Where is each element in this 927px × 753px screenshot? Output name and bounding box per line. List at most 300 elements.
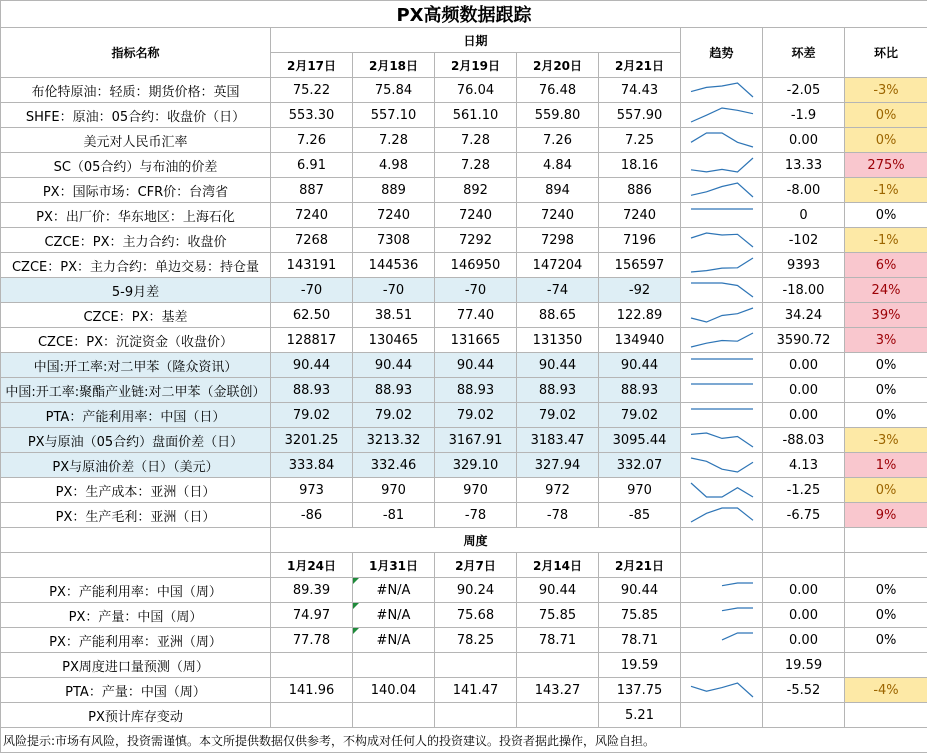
daily-value-cell: 79.02 xyxy=(353,403,435,428)
change-value: 0.00 xyxy=(763,603,845,628)
change-pct-value: -3% xyxy=(845,78,927,103)
change-value: -5.52 xyxy=(763,678,845,703)
daily-value-cell: 88.93 xyxy=(517,378,599,403)
change-pct-value: 0% xyxy=(845,203,927,228)
trend-sparkline-cell xyxy=(681,403,763,428)
change-value: 0.00 xyxy=(763,578,845,603)
trend-sparkline-cell xyxy=(681,628,763,653)
indicator-name: PX与原油价差（日）（美元） xyxy=(1,453,271,478)
trend-header: 趋势 xyxy=(681,28,763,78)
weekly-value: 89.39 xyxy=(293,583,330,598)
indicator-name: PX：产量：中国（周） xyxy=(1,603,271,628)
sparkline-path xyxy=(722,608,753,611)
trend-sparkline xyxy=(689,681,755,699)
risk-disclaimer: 风险提示:市场有风险，投资需谨慎。本文所提供数据仅供参考，不构成对任何人的投资建议。投资者据此操作，风险自担。 xyxy=(1,728,927,753)
table-row xyxy=(1,628,927,653)
table-row xyxy=(1,403,927,428)
daily-value-cell: 79.02 xyxy=(599,403,681,428)
daily-value-cell: -70 xyxy=(435,278,517,303)
daily-value-cell: 970 xyxy=(599,478,681,503)
indicator-name: CZCE：PX：沉淀资金（收盘价） xyxy=(1,328,271,353)
daily-value-cell: 327.94 xyxy=(517,453,599,478)
trend-sparkline-cell xyxy=(681,453,763,478)
trend-sparkline-cell xyxy=(681,578,763,603)
daily-value-cell: 75.22 xyxy=(271,78,353,103)
daily-value-cell: -70 xyxy=(271,278,353,303)
daily-value-cell: 134940 xyxy=(599,328,681,353)
weekly-value-cell xyxy=(435,703,517,728)
weekly-group-row xyxy=(1,528,927,553)
sparkline-path xyxy=(691,233,753,247)
daily-value-cell: 7298 xyxy=(517,228,599,253)
indicator-name: SHFE：原油：05合约：收盘价（日） xyxy=(1,103,271,128)
weekly-value: 75.85 xyxy=(539,608,576,623)
table-row xyxy=(1,453,927,478)
weekly-value-cell xyxy=(517,628,599,653)
table-row xyxy=(1,203,927,228)
daily-value-cell: 79.02 xyxy=(435,403,517,428)
change-pct-value: 9% xyxy=(845,503,927,528)
weekly-value: 77.78 xyxy=(293,633,330,648)
indicator-name: 中国:开工率:聚酯产业链:对二甲苯（金联创） xyxy=(1,378,271,403)
change-value: 3590.72 xyxy=(763,328,845,353)
weekly-value: 74.97 xyxy=(293,608,330,623)
daily-date-header: 2月21日 xyxy=(599,53,681,78)
indicator-name: PTA：产能利用率：中国（日） xyxy=(1,403,271,428)
trend-sparkline xyxy=(689,106,755,124)
daily-value-cell: 7240 xyxy=(435,203,517,228)
daily-value-cell: 144536 xyxy=(353,253,435,278)
table-row xyxy=(1,228,927,253)
error-indicator-icon xyxy=(353,628,359,634)
table-row xyxy=(1,378,927,403)
trend-sparkline xyxy=(689,131,755,149)
daily-date-group-header: 日期 xyxy=(271,28,681,53)
daily-value-cell: -92 xyxy=(599,278,681,303)
change-pct-value: 0% xyxy=(845,103,927,128)
trend-sparkline-cell xyxy=(681,303,763,328)
trend-sparkline-cell xyxy=(681,253,763,278)
daily-value-cell: 18.16 xyxy=(599,153,681,178)
sparkline-path xyxy=(722,633,753,640)
daily-value-cell: 7268 xyxy=(271,228,353,253)
table-row xyxy=(1,103,927,128)
trend-sparkline xyxy=(689,606,755,624)
change-pct-value xyxy=(845,653,927,678)
weekly-value-cell xyxy=(517,703,599,728)
daily-value-cell: -78 xyxy=(435,503,517,528)
daily-value-cell: -85 xyxy=(599,503,681,528)
daily-value-cell: 7.26 xyxy=(271,128,353,153)
daily-value-cell: 7240 xyxy=(517,203,599,228)
change-value: 0.00 xyxy=(763,628,845,653)
trend-sparkline-cell xyxy=(681,428,763,453)
daily-value-cell: 557.90 xyxy=(599,103,681,128)
weekly-value-cell xyxy=(435,678,517,703)
daily-value-cell: 892 xyxy=(435,178,517,203)
daily-value-cell: 75.84 xyxy=(353,78,435,103)
daily-value-cell: 329.10 xyxy=(435,453,517,478)
trend-sparkline-cell xyxy=(681,228,763,253)
trend-sparkline xyxy=(689,581,755,599)
weekly-value-cell xyxy=(599,628,681,653)
weekly-value-cell xyxy=(599,678,681,703)
blank-cell xyxy=(845,528,927,553)
daily-value-cell: -74 xyxy=(517,278,599,303)
change-value: 13.33 xyxy=(763,153,845,178)
indicator-name: SC（05合约）与布油的价差 xyxy=(1,153,271,178)
sparkline-path xyxy=(691,458,753,472)
trend-sparkline xyxy=(689,281,755,299)
change-pct-value: -4% xyxy=(845,678,927,703)
change-value: 0.00 xyxy=(763,403,845,428)
daily-value-cell: -78 xyxy=(517,503,599,528)
sparkline-path xyxy=(691,683,753,697)
change-pct-value: -3% xyxy=(845,428,927,453)
daily-value-cell: 76.48 xyxy=(517,78,599,103)
daily-value-cell: 970 xyxy=(435,478,517,503)
daily-value-cell: 77.40 xyxy=(435,303,517,328)
indicator-name: PX与原油（05合约）盘面价差（日） xyxy=(1,428,271,453)
change-value: -88.03 xyxy=(763,428,845,453)
daily-value-cell: 7196 xyxy=(599,228,681,253)
change-value: 19.59 xyxy=(763,653,845,678)
change-value: -102 xyxy=(763,228,845,253)
daily-value-cell: 88.93 xyxy=(271,378,353,403)
weekly-value-cell xyxy=(353,578,435,603)
change-pct-value: 0% xyxy=(845,403,927,428)
daily-value-cell: 7292 xyxy=(435,228,517,253)
blank-cell xyxy=(1,553,271,578)
blank-cell xyxy=(845,553,927,578)
weekly-value-cell xyxy=(517,603,599,628)
change-pct-value: 39% xyxy=(845,303,927,328)
weekly-date-row xyxy=(1,553,927,578)
weekly-value-cell xyxy=(517,578,599,603)
change-value: 9393 xyxy=(763,253,845,278)
weekly-value-cell xyxy=(435,578,517,603)
daily-date-header: 2月18日 xyxy=(353,53,435,78)
sparkline-path xyxy=(722,583,753,586)
trend-sparkline xyxy=(689,406,755,424)
table-row xyxy=(1,253,927,278)
change-value: 0.00 xyxy=(763,128,845,153)
table-row xyxy=(1,478,927,503)
weekly-value-cell xyxy=(271,603,353,628)
daily-value-cell: 7.25 xyxy=(599,128,681,153)
table-row xyxy=(1,303,927,328)
sparkline-path xyxy=(691,83,753,97)
daily-value-cell: 128817 xyxy=(271,328,353,353)
daily-value-cell: 7240 xyxy=(599,203,681,228)
daily-value-cell: 122.89 xyxy=(599,303,681,328)
indicator-name: PX预计库存变动 xyxy=(1,703,271,728)
change-value: -1.9 xyxy=(763,103,845,128)
daily-value-cell: 146950 xyxy=(435,253,517,278)
change-pct-value: 0% xyxy=(845,603,927,628)
indicator-name: PX周度进口量预测（周） xyxy=(1,653,271,678)
indicator-name: CZCE：PX：主力合约：收盘价 xyxy=(1,228,271,253)
daily-value-cell: 38.51 xyxy=(353,303,435,328)
change-value: -1.25 xyxy=(763,478,845,503)
daily-value-cell: 7.28 xyxy=(435,128,517,153)
weekly-value: 90.44 xyxy=(539,583,576,598)
trend-sparkline xyxy=(689,631,755,649)
daily-value-cell: 62.50 xyxy=(271,303,353,328)
daily-value-cell: 970 xyxy=(353,478,435,503)
trend-sparkline xyxy=(689,456,755,474)
daily-value-cell: -81 xyxy=(353,503,435,528)
weekly-date-header: 2月21日 xyxy=(599,553,681,578)
weekly-value: 78.25 xyxy=(457,633,494,648)
table-row xyxy=(1,128,927,153)
daily-value-cell: 3183.47 xyxy=(517,428,599,453)
daily-value-cell: 7308 xyxy=(353,228,435,253)
indicator-name: 中国:开工率:对二甲苯（隆众资讯） xyxy=(1,353,271,378)
change-pct-value: 0% xyxy=(845,628,927,653)
daily-value-cell: 972 xyxy=(517,478,599,503)
daily-value-cell: 90.44 xyxy=(353,353,435,378)
trend-sparkline xyxy=(689,306,755,324)
blank-cell xyxy=(681,528,763,553)
daily-value-cell: 76.04 xyxy=(435,78,517,103)
daily-date-header: 2月19日 xyxy=(435,53,517,78)
weekly-value: 137.75 xyxy=(617,683,663,698)
weekly-value: 140.04 xyxy=(371,683,417,698)
change-pct-value: 0% xyxy=(845,578,927,603)
daily-value-cell: 7.28 xyxy=(353,128,435,153)
weekly-value: #N/A xyxy=(377,583,411,598)
daily-value-cell: 3213.32 xyxy=(353,428,435,453)
weekly-value: 75.85 xyxy=(621,608,658,623)
weekly-value-cell xyxy=(353,678,435,703)
daily-value-cell: 7240 xyxy=(271,203,353,228)
trend-sparkline-cell xyxy=(681,503,763,528)
daily-value-cell: 3095.44 xyxy=(599,428,681,453)
table-row xyxy=(1,653,927,678)
trend-sparkline xyxy=(689,431,755,449)
daily-value-cell: 332.46 xyxy=(353,453,435,478)
change-value xyxy=(763,703,845,728)
table-row xyxy=(1,178,927,203)
daily-value-cell: 90.44 xyxy=(517,353,599,378)
table-row xyxy=(1,428,927,453)
change-pct-value: 3% xyxy=(845,328,927,353)
daily-value-cell: 3167.91 xyxy=(435,428,517,453)
table-row xyxy=(1,603,927,628)
change-header: 环差 xyxy=(763,28,845,78)
weekly-date-header: 2月7日 xyxy=(435,553,517,578)
weekly-date-header: 1月24日 xyxy=(271,553,353,578)
weekly-value: #N/A xyxy=(377,608,411,623)
daily-value-cell: 88.93 xyxy=(435,378,517,403)
change-value: -8.00 xyxy=(763,178,845,203)
indicator-name: PX：产能利用率：中国（周） xyxy=(1,578,271,603)
trend-sparkline-cell xyxy=(681,478,763,503)
sparkline-path xyxy=(691,133,753,147)
trend-sparkline-cell xyxy=(681,353,763,378)
trend-sparkline-cell xyxy=(681,603,763,628)
daily-value-cell: 131350 xyxy=(517,328,599,353)
trend-sparkline xyxy=(689,506,755,524)
sparkline-path xyxy=(691,183,753,197)
table-row xyxy=(1,328,927,353)
weekly-value-cell xyxy=(599,653,681,678)
trend-sparkline-cell xyxy=(681,278,763,303)
trend-sparkline-cell xyxy=(681,653,763,678)
daily-value-cell: 7240 xyxy=(353,203,435,228)
daily-value-cell: 4.84 xyxy=(517,153,599,178)
change-value: 0 xyxy=(763,203,845,228)
footer-row xyxy=(1,728,927,753)
weekly-value: 90.44 xyxy=(621,583,658,598)
daily-value-cell: 561.10 xyxy=(435,103,517,128)
sparkline-path xyxy=(691,483,753,497)
weekly-value: #N/A xyxy=(377,633,411,648)
error-indicator-icon xyxy=(353,578,359,584)
weekly-value-cell xyxy=(271,578,353,603)
weekly-value-cell xyxy=(271,628,353,653)
weekly-value-cell xyxy=(271,653,353,678)
trend-sparkline-cell xyxy=(681,703,763,728)
indicator-name: 美元对人民币汇率 xyxy=(1,128,271,153)
change-pct-value: 0% xyxy=(845,128,927,153)
change-pct-value: -1% xyxy=(845,178,927,203)
change-pct-value: 275% xyxy=(845,153,927,178)
indicator-name: PX：生产毛利：亚洲（日） xyxy=(1,503,271,528)
daily-value-cell: 130465 xyxy=(353,328,435,353)
trend-sparkline xyxy=(689,231,755,249)
daily-value-cell: 90.44 xyxy=(599,353,681,378)
weekly-value-cell xyxy=(271,703,353,728)
daily-value-cell: 332.07 xyxy=(599,453,681,478)
change-value: 34.24 xyxy=(763,303,845,328)
change-pct-value: 0% xyxy=(845,353,927,378)
weekly-value-cell xyxy=(599,703,681,728)
daily-value-cell: 88.93 xyxy=(353,378,435,403)
daily-value-cell: 557.10 xyxy=(353,103,435,128)
indicator-name: CZCE：PX：主力合约：单边交易：持仓量 xyxy=(1,253,271,278)
sparkline-path xyxy=(691,283,753,297)
weekly-value: 78.71 xyxy=(539,633,576,648)
table-row xyxy=(1,78,927,103)
daily-value-cell: 886 xyxy=(599,178,681,203)
trend-sparkline-cell xyxy=(681,378,763,403)
indicator-name: CZCE：PX：基差 xyxy=(1,303,271,328)
weekly-value-cell xyxy=(435,603,517,628)
sparkline-path xyxy=(691,508,753,522)
table-row xyxy=(1,703,927,728)
weekly-value-cell xyxy=(353,603,435,628)
trend-sparkline-cell xyxy=(681,678,763,703)
daily-value-cell: 973 xyxy=(271,478,353,503)
blank-cell xyxy=(1,528,271,553)
table-row xyxy=(1,503,927,528)
weekly-value-cell xyxy=(599,603,681,628)
daily-value-cell: 3201.25 xyxy=(271,428,353,453)
indicator-name: PX：产能利用率：亚洲（周） xyxy=(1,628,271,653)
change-pct-header: 环比 xyxy=(845,28,927,78)
change-value: 0.00 xyxy=(763,353,845,378)
trend-sparkline xyxy=(689,356,755,374)
page-title: PX高频数据跟踪 xyxy=(1,1,927,28)
sparkline-path xyxy=(691,158,753,172)
daily-value-cell: 6.91 xyxy=(271,153,353,178)
weekly-date-header: 2月14日 xyxy=(517,553,599,578)
blank-cell xyxy=(763,553,845,578)
trend-sparkline-cell xyxy=(681,328,763,353)
daily-value-cell: -70 xyxy=(353,278,435,303)
change-pct-value: 1% xyxy=(845,453,927,478)
daily-value-cell: 79.02 xyxy=(271,403,353,428)
daily-value-cell: 88.65 xyxy=(517,303,599,328)
blank-cell xyxy=(763,528,845,553)
weekly-group-header: 周度 xyxy=(271,528,681,553)
daily-value-cell: 894 xyxy=(517,178,599,203)
change-value: -6.75 xyxy=(763,503,845,528)
weekly-value-cell xyxy=(271,678,353,703)
daily-value-cell: 7.26 xyxy=(517,128,599,153)
daily-value-cell: 88.93 xyxy=(599,378,681,403)
daily-value-cell: 143191 xyxy=(271,253,353,278)
daily-value-cell: 559.80 xyxy=(517,103,599,128)
daily-value-cell: 4.98 xyxy=(353,153,435,178)
weekly-value: 75.68 xyxy=(457,608,494,623)
weekly-value-cell xyxy=(435,653,517,678)
change-pct-value: 0% xyxy=(845,378,927,403)
daily-value-cell: 553.30 xyxy=(271,103,353,128)
table-row xyxy=(1,353,927,378)
change-value: -18.00 xyxy=(763,278,845,303)
trend-sparkline xyxy=(689,381,755,399)
trend-sparkline xyxy=(689,206,755,224)
trend-sparkline-cell xyxy=(681,103,763,128)
trend-sparkline-cell xyxy=(681,128,763,153)
daily-date-header: 2月20日 xyxy=(517,53,599,78)
trend-sparkline-cell xyxy=(681,153,763,178)
trend-sparkline xyxy=(689,181,755,199)
table-row xyxy=(1,278,927,303)
indicator-name: PX：国际市场：CFR价：台湾省 xyxy=(1,178,271,203)
change-pct-value: 0% xyxy=(845,478,927,503)
table-row xyxy=(1,578,927,603)
change-pct-value: 24% xyxy=(845,278,927,303)
trend-sparkline xyxy=(689,331,755,349)
blank-cell xyxy=(681,553,763,578)
weekly-value: 19.59 xyxy=(621,658,658,673)
error-indicator-icon xyxy=(353,603,359,609)
table-row xyxy=(1,678,927,703)
change-value: -2.05 xyxy=(763,78,845,103)
trend-sparkline-cell xyxy=(681,203,763,228)
change-pct-value: 6% xyxy=(845,253,927,278)
trend-sparkline xyxy=(689,81,755,99)
change-value: 0.00 xyxy=(763,378,845,403)
sparkline-path xyxy=(691,258,753,272)
daily-value-cell: 74.43 xyxy=(599,78,681,103)
indicator-name: PX：出厂价：华东地区：上海石化 xyxy=(1,203,271,228)
weekly-value-cell xyxy=(435,628,517,653)
daily-value-cell: 333.84 xyxy=(271,453,353,478)
daily-value-cell: 90.44 xyxy=(271,353,353,378)
weekly-value-cell xyxy=(599,578,681,603)
trend-sparkline xyxy=(689,156,755,174)
indicator-name: 布伦特原油：轻质：期货价格：英国 xyxy=(1,78,271,103)
daily-value-cell: 90.44 xyxy=(435,353,517,378)
trend-sparkline xyxy=(689,256,755,274)
weekly-value: 90.24 xyxy=(457,583,494,598)
weekly-date-header: 1月31日 xyxy=(353,553,435,578)
